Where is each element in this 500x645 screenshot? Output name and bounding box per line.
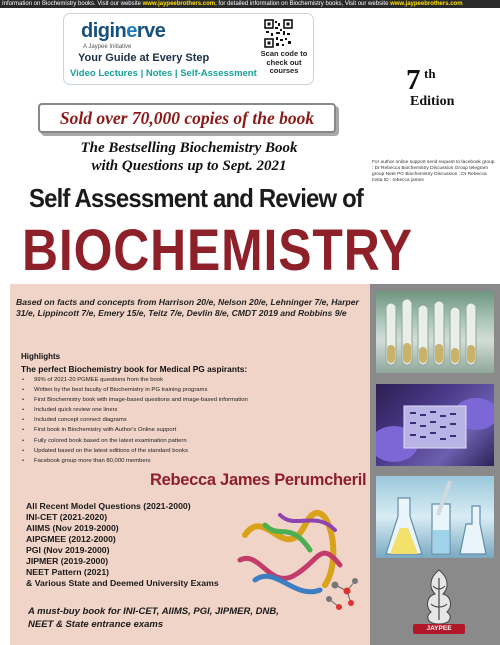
exam-item: NEET Pattern (2021) (26, 567, 110, 577)
exam-item: AIPGMEE (2012-2000) (26, 534, 116, 544)
gel-gloves-photo (376, 384, 494, 466)
footer-line-2: NEET & State entrance exams (28, 619, 164, 630)
top-info-bar (0, 0, 500, 8)
bestseller-text (50, 139, 328, 175)
exam-item: JIPMER (2019-2000) (26, 556, 109, 566)
bestseller-line-1: The Bestselling Biochemistry Book (80, 140, 298, 156)
exam-item: & Various State and Deemed University Exams (26, 578, 219, 588)
diginerve-logo (81, 20, 165, 43)
diginerve-promo (63, 13, 314, 85)
diginerve-logo-b: e (126, 20, 137, 42)
exam-item: PGI (Nov 2019-2000) (26, 545, 110, 555)
based-on-text: Based on facts and concepts from Harrison 20/e, Nelson 20/e, Lehninger 7/e, Harper 31/e, Lippincott 7/e, Emery 15/e, Teitz 7/e, Devlin 8/e, CMDT 2019 and Robbins 9/e (16, 297, 359, 318)
highlight-item: • Fully colored book based on the latest examination pattern (21, 436, 361, 446)
glassware-photo (376, 476, 494, 558)
diginerve-tagline: Your Guide at Every Step (78, 52, 210, 64)
exam-list (26, 501, 219, 589)
top-bar-text-2: , for detailed information on Biochemistry books, Visit our website (215, 1, 391, 7)
highlight-item: • 99% of 2021-20 PGMEE questions from the book (21, 375, 361, 385)
title-line-2: BIOCHEMISTRY (22, 218, 413, 283)
highlight-item: • First Biochemistry book with image-based questions and image-based information (21, 395, 361, 405)
diginerve-logo-a: digin (81, 20, 127, 42)
molecule-icon (225, 495, 365, 613)
lab-tubes-photo (376, 291, 494, 373)
diginerve-links: Video Lectures | Notes | Self-Assessment (70, 68, 257, 79)
top-bar-url-2: www.jaypeebrothers.com (390, 1, 463, 7)
scan-text: Scan code to check out courses (260, 49, 308, 75)
highlight-item: • Updated based on the latest editions of the standard books (21, 446, 361, 456)
diginerve-subtitle: A Jaypee Initiative (83, 44, 132, 50)
sold-banner: Sold over 70,000 copies of the book (38, 103, 336, 133)
publisher-name: JAYPEE (413, 624, 465, 634)
highlight-item: • Written by the best faculty of Biochemistry in PG training programs (21, 385, 361, 395)
edition-number: 7 (406, 64, 421, 96)
edition-badge (406, 64, 455, 109)
footer-line-1: A must-buy book for INI-CET, AIIMS, PGI, JIPMER, DNB, (28, 606, 279, 617)
highlights-list (21, 375, 361, 466)
highlight-item: • Included concept connect diagrams (21, 415, 361, 425)
highlight-item: • First book in Biochemistry with Author's Online support (21, 425, 361, 435)
exam-item: AIIMS (Nov 2019-2000) (26, 523, 119, 533)
footer-text (28, 605, 279, 631)
title-line-1: Self Assessment and Review of (29, 183, 364, 213)
highlight-item: • Facebook group more than 80,000 members (21, 456, 361, 466)
facebook-note: For author online support send request to facebook group : Dr Rebecca Biochemistry Discussion Group telegram group Neet PG Biochemistry Discussion : Dr Rebecca Insta ID : rebecca james (372, 160, 495, 183)
bestseller-line-2: with Questions up to Sept. 2021 (91, 158, 287, 174)
top-bar-text: Information on Biochemistry books. Visit our website (2, 1, 143, 7)
qr-code-icon[interactable] (264, 19, 293, 48)
edition-word: Edition (410, 94, 455, 109)
highlights-subheading: The perfect Biochemistry book for Medical PG aspirants: (21, 364, 248, 374)
top-bar-url-1: www.jaypeebrothers.com (142, 1, 216, 7)
author-name: Rebecca James Perumcheril (150, 471, 367, 489)
diginerve-logo-c: rve (136, 20, 166, 42)
highlight-item: • Included quick review one liners (21, 405, 361, 415)
highlights-heading: Highlights (21, 352, 61, 361)
exam-item: All Recent Model Questions (2021-2000) (26, 501, 191, 511)
edition-suffix: th (424, 66, 436, 81)
exam-item: INI-CET (2021-2020) (26, 512, 108, 522)
